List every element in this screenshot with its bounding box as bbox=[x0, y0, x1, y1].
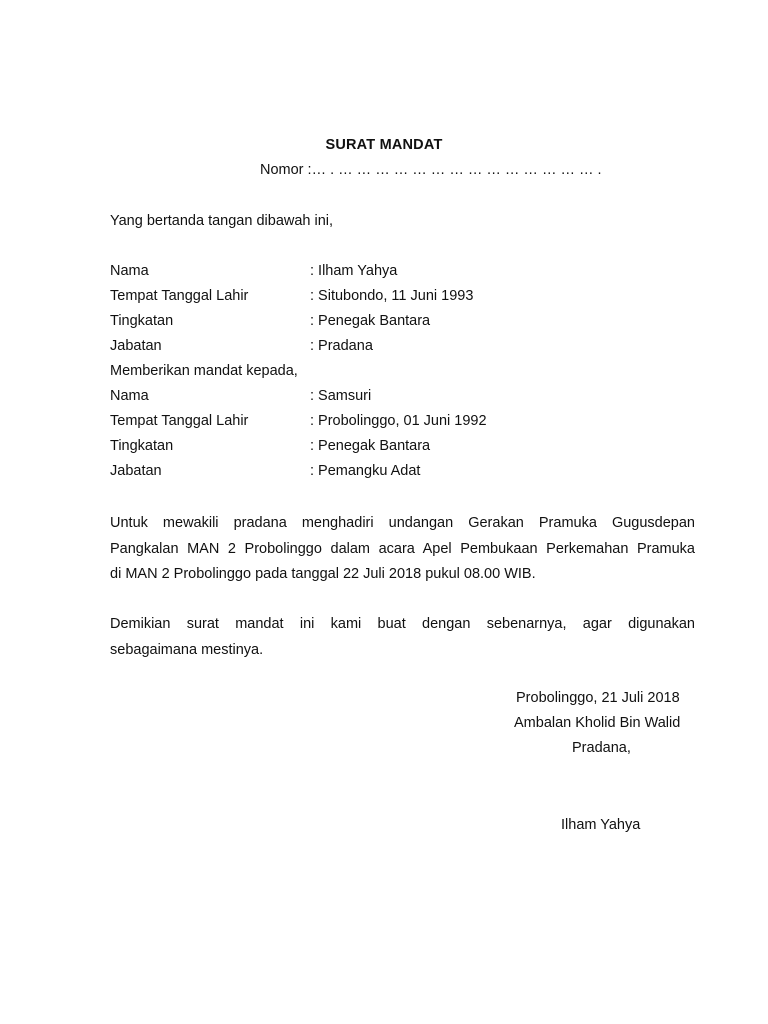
signature-position: Pradana, bbox=[572, 740, 631, 756]
field-label: Tempat Tanggal Lahir bbox=[110, 288, 249, 304]
field-value: : Ilham Yahya bbox=[310, 263, 398, 279]
field-label: Tempat Tanggal Lahir bbox=[110, 413, 249, 429]
field-label: Tingkatan bbox=[110, 438, 174, 454]
mandate-text: Memberikan mandat kepada, bbox=[110, 363, 298, 379]
document-number: Nomor :… . … … … … … … … … … … … … … … . bbox=[260, 162, 602, 178]
field-label: Jabatan bbox=[110, 338, 162, 354]
purpose-paragraph bbox=[110, 511, 695, 588]
field-label: Nama bbox=[110, 263, 149, 279]
field-value: : Penegak Bantara bbox=[310, 313, 431, 329]
field-value: : Pradana bbox=[310, 338, 373, 354]
field-value: : Probolinggo, 01 Juni 1992 bbox=[310, 413, 487, 429]
field-value: : Penegak Bantara bbox=[310, 438, 431, 454]
field-label: Nama bbox=[110, 388, 149, 404]
field-label: Tingkatan bbox=[110, 313, 174, 329]
field-value: : Samsuri bbox=[310, 388, 372, 404]
document-title: SURAT MANDAT bbox=[325, 137, 443, 153]
closing-paragraph bbox=[110, 612, 695, 663]
field-value: : Pemangku Adat bbox=[310, 463, 421, 479]
signature-name: Ilham Yahya bbox=[561, 817, 641, 833]
paragraph-line: di MAN 2 Probolinggo pada tanggal 22 Juli 2018 pukul 08.00 WIB. bbox=[110, 566, 536, 582]
signature-place-date: Probolinggo, 21 Juli 2018 bbox=[516, 690, 680, 706]
field-label: Jabatan bbox=[110, 463, 162, 479]
paragraph-line: Untuk mewakili pradana menghadiri undangan Gerakan Pramuka Gugusdepan bbox=[110, 515, 695, 531]
paragraph-line: Pangkalan MAN 2 Probolinggo dalam acara Apel Pembukaan Perkemahan Pramuka bbox=[110, 540, 695, 557]
intro-text: Yang bertanda tangan dibawah ini, bbox=[110, 213, 334, 229]
paragraph-line: Demikian surat mandat ini kami buat dengan sebenarnya, agar digunakan bbox=[110, 616, 695, 632]
signature-organization: Ambalan Kholid Bin Walid bbox=[514, 715, 681, 731]
paragraph-line: sebagaimana mestinya. bbox=[110, 641, 264, 658]
field-value: : Situbondo, 11 Juni 1993 bbox=[310, 288, 474, 304]
